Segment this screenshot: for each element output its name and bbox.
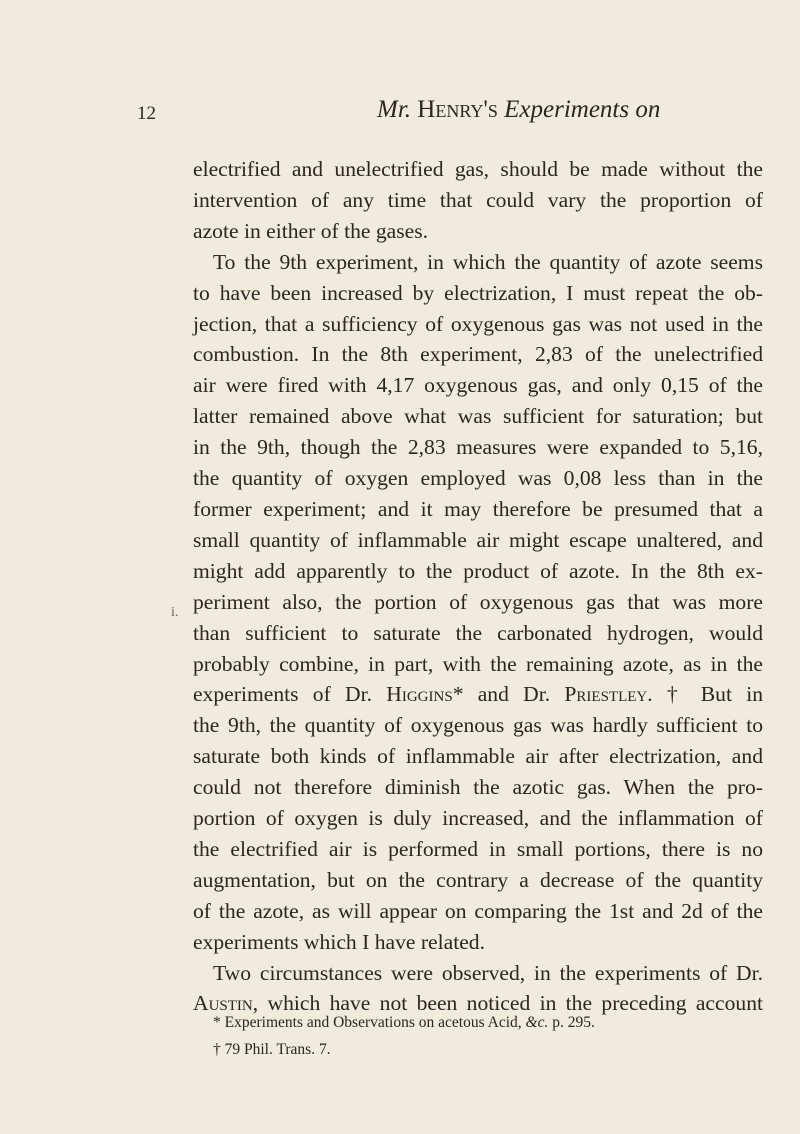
text-line: latter remained above what was sufficient for saturation; but [193, 404, 763, 429]
text-line: Two circumstances were observed, in the experiments of Dr. [213, 960, 763, 985]
text-line: portion of oxygen is duly increased, and the inflammation of [193, 806, 763, 831]
text-line: of the azote, as will appear on comparing the 1st and 2d of the [193, 898, 763, 923]
text-segment: * and Dr. [452, 682, 551, 707]
body-text [193, 154, 763, 1019]
text-line: experiments which I have related. [193, 929, 485, 954]
text-line: the 9th, the quantity of oxygenous gas was hardly sufficient to [193, 713, 763, 738]
footnote-1 [213, 1009, 773, 1036]
page-number: 12 [137, 103, 156, 124]
name-priestley: Priestley. [564, 682, 653, 707]
text-line: azote in either of the gases. [193, 218, 429, 243]
text-line: intervention of any time that could vary the proportion of [193, 187, 763, 212]
text-line: probably combine, in part, with the remaining azote, as in the [193, 651, 763, 676]
text-line: periment also, the portion of oxygenous gas that was more [193, 589, 763, 614]
text-segment: experiments of Dr. [193, 682, 372, 707]
running-head-author: Mr. [377, 96, 412, 123]
text-line: saturate both kinds of inflammable air after electrization, and [193, 744, 763, 769]
running-head [377, 96, 660, 124]
text-line: augmentation, but on the contrary a decrease of the quantity [193, 867, 763, 892]
text-segment: † But in [666, 682, 763, 707]
text-line: former experiment; and it may therefore be presumed that a [193, 496, 763, 521]
text-line: small quantity of inflammable air might escape unaltered, and [193, 527, 763, 552]
text-line-with-citations [193, 679, 763, 710]
name-higgins: Higgins [386, 682, 453, 707]
running-head-name: Henry's [417, 96, 498, 123]
text-line: could not therefore diminish the azotic gas. When the pro- [193, 775, 763, 800]
name-austin: Austin [193, 991, 253, 1016]
text-line: to have been increased by electrization, I must repeat the ob- [193, 280, 763, 305]
text-line: air were fired with 4,17 oxygenous gas, and only 0,15 of the [193, 373, 763, 398]
text-segment: , which have not been noticed in the preceding account [252, 991, 763, 1016]
text-line: jection, that a sufficiency of oxygenous gas was not used in the [193, 311, 763, 336]
text-line: combustion. In the 8th experiment, 2,83 of the unelectrified [193, 342, 763, 367]
page-header [137, 96, 800, 136]
footnote-1-text: * Experiments and Observations on acetous Acid, [213, 1014, 522, 1031]
footnote-1-page: p. 295. [552, 1014, 595, 1031]
text-line: than sufficient to saturate the carbonated hydrogen, would [193, 620, 763, 645]
footnotes [213, 1009, 773, 1063]
text-line: To the 9th experiment, in which the quantity of azote seems [213, 249, 763, 274]
margin-mark: i. [171, 605, 179, 620]
running-head-title: Experiments on [504, 96, 661, 123]
text-line: electrified and unelectrified gas, should be made without the [193, 157, 763, 181]
text-line: the quantity of oxygen employed was 0,08 less than in the [193, 466, 763, 491]
footnote-1-etc: &c. [525, 1014, 549, 1031]
text-line: in the 9th, though the 2,83 measures were expanded to 5,16, [193, 435, 763, 460]
footnote-2: † 79 Phil. Trans. 7. [213, 1041, 331, 1058]
text-line: the electrified air is performed in small portions, there is no [193, 836, 763, 861]
text-line: might add apparently to the product of azote. In the 8th ex- [193, 558, 763, 583]
